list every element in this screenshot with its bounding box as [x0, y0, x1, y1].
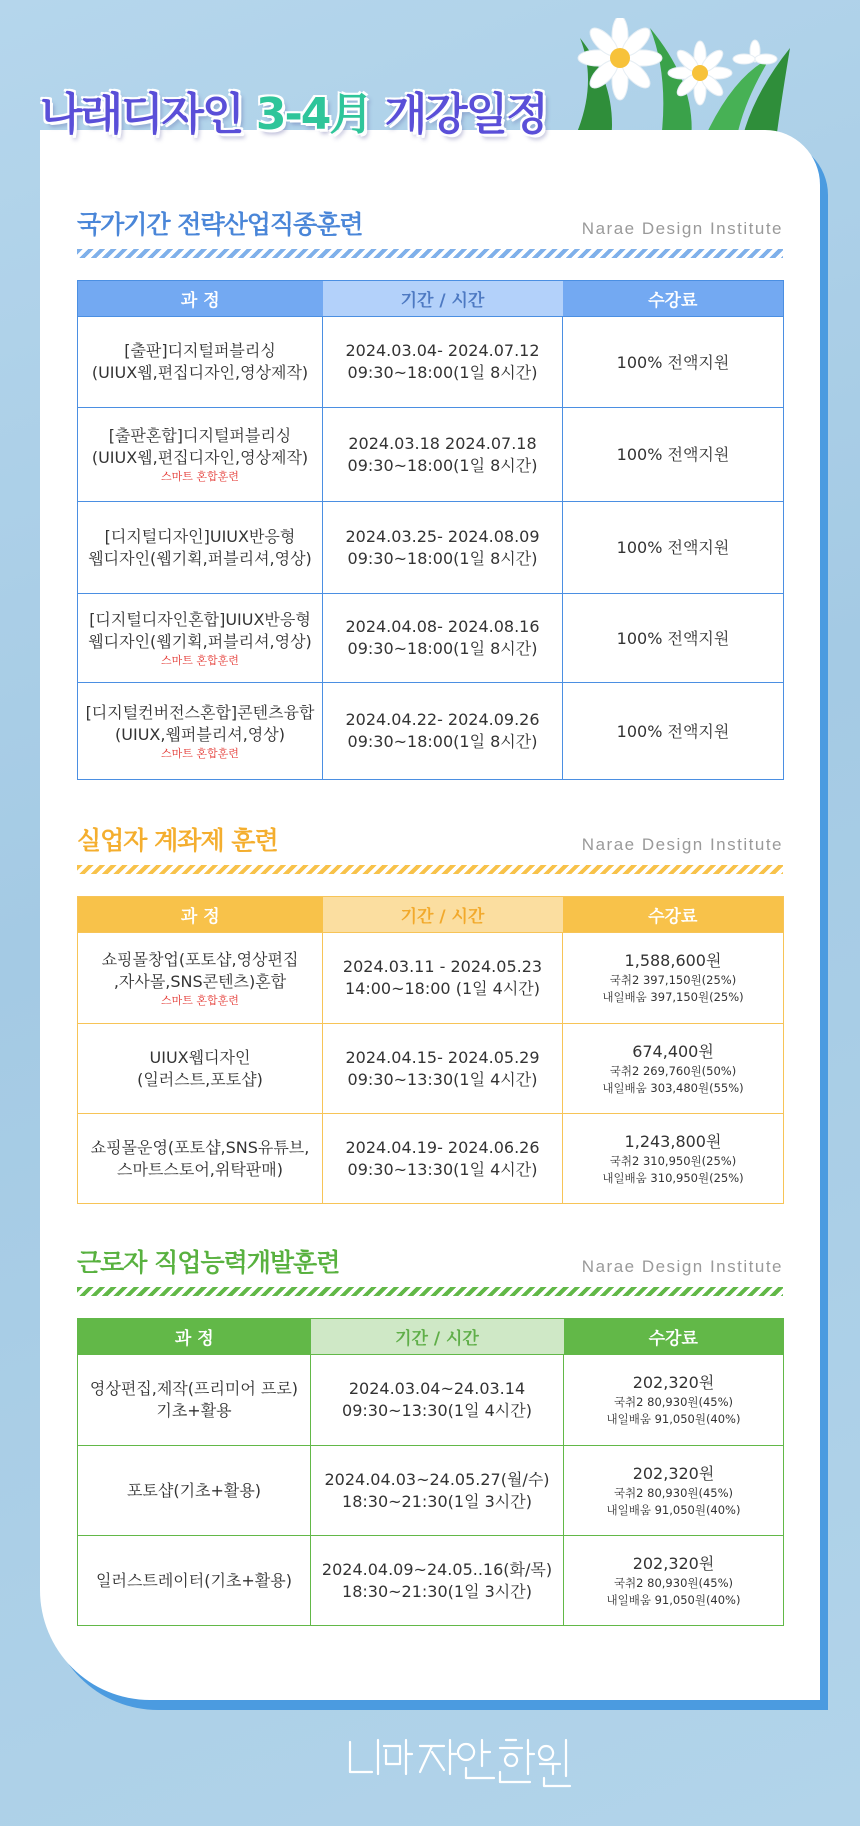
- fee-cell: [564, 1446, 784, 1536]
- section-stripe: [77, 1287, 783, 1296]
- period-cell: [323, 1024, 563, 1114]
- course-cell: [78, 1536, 311, 1626]
- schedule-table: [77, 280, 784, 780]
- period-hours: 09:30~18:00(1일 8시간): [347, 639, 538, 658]
- course-line: (UIUX,웹퍼블리셔,영상): [115, 724, 285, 744]
- table-header-row: [78, 281, 784, 317]
- fee-cell: [563, 933, 784, 1024]
- fee-detail: 내일배움 303,480원(55%): [602, 1080, 744, 1095]
- header-period: 기간 / 시간: [311, 1319, 564, 1355]
- section-unemployed-account: [77, 821, 783, 1204]
- table-row: [78, 1024, 784, 1114]
- period-cell: [311, 1536, 564, 1626]
- course-cell: [78, 317, 323, 408]
- course-line: 일러스트레이터(기초+활용): [96, 1570, 292, 1590]
- period-hours: 14:00~18:00 (1일 4시간): [344, 979, 540, 998]
- period-cell: [323, 502, 563, 594]
- period-hours: 09:30~18:00(1일 8시간): [347, 548, 538, 568]
- course-line: 포토샵(기초+활용): [126, 1480, 262, 1500]
- smart-hybrid-tag: 스마트 혼합훈련: [161, 470, 239, 483]
- course-line: [출판]디지털퍼블리싱: [124, 341, 276, 360]
- smart-hybrid-tag: 스마트 혼합훈련: [161, 993, 239, 1007]
- section-subtitle: Narae Design Institute: [581, 1257, 783, 1276]
- period-dates: 2024.04.08- 2024.08.16: [345, 617, 540, 636]
- period-cell: [323, 594, 563, 683]
- table-row: [78, 408, 784, 502]
- course-cell: [78, 502, 323, 594]
- header-course: 과 정: [78, 897, 323, 933]
- course-line: (일러스트,포토샵): [137, 1069, 263, 1089]
- course-line: 쇼핑몰운영(포토샵,SNS유튜브,: [90, 1137, 310, 1157]
- course-line: UIUX웹디자인: [149, 1047, 251, 1067]
- header-course: 과 정: [78, 281, 323, 317]
- fee-cell: 100% 전액지원: [563, 683, 784, 780]
- fee-detail: 국취2 269,760원(50%): [609, 1063, 737, 1078]
- page-title: [40, 78, 547, 142]
- fee-detail: 내일배움 91,050원(40%): [606, 1412, 741, 1426]
- course-cell: [78, 1114, 323, 1204]
- period-dates: 2024.03.18 2024.07.18: [348, 433, 537, 453]
- header-fee: 수강료: [564, 1319, 784, 1355]
- fee-total: 202,320원: [632, 1463, 715, 1483]
- header-fee: 수강료: [563, 281, 784, 317]
- fee-total: 202,320원: [632, 1373, 715, 1392]
- table-row: [78, 317, 784, 408]
- title-text-1: 나래디자인: [40, 89, 256, 140]
- course-cell: [78, 594, 323, 683]
- section-national-strategic: [77, 205, 783, 780]
- title-months: 3-4月: [255, 89, 372, 140]
- fee-cell: 100% 전액지원: [563, 502, 784, 594]
- fee-detail: 내일배움 91,050원(40%): [606, 1502, 741, 1517]
- table-row: [78, 1446, 784, 1536]
- course-line: 기초+활용: [156, 1401, 232, 1420]
- course-cell: [78, 1355, 311, 1446]
- course-line: (UIUX웹,편집디자인,영상제작): [91, 448, 309, 467]
- fee-detail: 내일배움 397,150원(25%): [602, 990, 744, 1004]
- period-hours: 09:30~13:30(1일 4시간): [347, 1159, 538, 1179]
- section-title: 국가기간 전략산업직종훈련: [77, 210, 363, 239]
- period-cell: [311, 1355, 564, 1446]
- table-row: [78, 594, 784, 683]
- schedule-table: [77, 896, 784, 1204]
- period-cell: [323, 1114, 563, 1204]
- course-line: [디지털컨버전스혼합]콘텐츠융합: [85, 702, 315, 722]
- period-dates: 2024.04.03~24.05.27(월/수): [324, 1469, 550, 1489]
- title-text-2: 개강일정: [371, 89, 547, 140]
- period-dates: 2024.04.22- 2024.09.26: [345, 710, 540, 729]
- fee-cell: [563, 1024, 784, 1114]
- period-hours: 09:30~18:00(1일 8시간): [347, 363, 538, 382]
- period-dates: 2024.03.04~24.03.14: [348, 1379, 526, 1398]
- table-header-row: [78, 1319, 784, 1355]
- fee-cell: 100% 전액지원: [563, 408, 784, 502]
- period-dates: 2024.04.09~24.05..16(화/목): [321, 1559, 553, 1579]
- course-line: [디지털디자인혼합]UIUX반응형: [89, 609, 311, 629]
- course-line: 영상편집,제작(프리미어 프로): [89, 1379, 299, 1398]
- fee-detail: 내일배움 310,950원(25%): [602, 1170, 744, 1185]
- course-cell: [78, 408, 323, 502]
- table-header-row: [78, 897, 784, 933]
- period-cell: [323, 683, 563, 780]
- table-row: [78, 1114, 784, 1204]
- section-stripe: [77, 249, 783, 258]
- course-line: 스마트스토어,위탁판매): [117, 1159, 283, 1179]
- course-line: ,자사몰,SNS콘텐츠)혼합: [113, 971, 287, 991]
- table-row: [78, 933, 784, 1024]
- table-row: [78, 1355, 784, 1446]
- fee-cell: 100% 전액지원: [563, 594, 784, 683]
- smart-hybrid-tag: 스마트 혼합훈련: [161, 653, 239, 667]
- period-hours: 09:30~18:00(1일 8시간): [347, 455, 538, 475]
- period-hours: 09:30~13:30(1일 4시간): [347, 1069, 538, 1089]
- course-cell: [78, 933, 323, 1024]
- fee-detail: 내일배움 91,050원(40%): [606, 1592, 741, 1607]
- period-dates: 2024.03.11 - 2024.05.23: [342, 957, 543, 976]
- course-cell: [78, 683, 323, 780]
- course-line: [디지털디자인]UIUX반응형: [104, 526, 296, 546]
- table-row: [78, 1536, 784, 1626]
- fee-total: 674,400원: [632, 1041, 714, 1061]
- period-hours: 09:30~18:00(1일 8시간): [347, 732, 538, 751]
- section-subtitle: Narae Design Institute: [581, 219, 783, 238]
- smart-hybrid-tag: 스마트 혼합훈련: [161, 746, 239, 760]
- fee-total: 1,588,600원: [624, 951, 722, 970]
- period-dates: 2024.03.04- 2024.07.12: [345, 341, 540, 360]
- course-line: 웹디자인(웹기획,퍼블리셔,영상): [88, 631, 312, 651]
- daisy-flowers-illustration: [540, 18, 810, 148]
- fee-detail: 국취2 310,950원(25%): [609, 1153, 737, 1168]
- course-line: 쇼핑몰창업(포토샵,영상편집: [101, 949, 299, 969]
- header-course: 과 정: [78, 1319, 311, 1355]
- section-title: 실업자 계좌제 훈련: [77, 826, 278, 855]
- fee-cell: [564, 1536, 784, 1626]
- section-worker-development: [77, 1243, 783, 1626]
- section-stripe: [77, 865, 783, 874]
- period-hours: 18:30~21:30(1일 3시간): [342, 1581, 532, 1601]
- fee-cell: 100% 전액지원: [563, 317, 784, 408]
- period-hours: 09:30~13:30(1일 4시간): [342, 1401, 532, 1420]
- course-cell: [78, 1024, 323, 1114]
- period-cell: [323, 408, 563, 502]
- course-line: 웹디자인(웹기획,퍼블리셔,영상): [88, 548, 312, 568]
- table-row: [78, 683, 784, 780]
- period-dates: 2024.03.25- 2024.08.09: [345, 526, 540, 546]
- period-cell: [323, 933, 563, 1024]
- header-period: 기간 / 시간: [323, 897, 563, 933]
- fee-cell: [563, 1114, 784, 1204]
- header-fee: 수강료: [563, 897, 784, 933]
- course-line: [출판혼합]디지털퍼블리싱: [108, 426, 292, 445]
- fee-cell: [564, 1355, 784, 1446]
- table-row: [78, 502, 784, 594]
- header-period: 기간 / 시간: [323, 281, 563, 317]
- course-cell: [78, 1446, 311, 1536]
- fee-detail: 국취2 80,930원(45%): [613, 1485, 734, 1500]
- schedule-table: [77, 1318, 784, 1626]
- period-hours: 18:30~21:30(1일 3시간): [342, 1491, 532, 1511]
- academy-logo: [0, 1730, 860, 1790]
- course-line: (UIUX웹,편집디자인,영상제작): [91, 363, 309, 382]
- fee-detail: 국취2 80,930원(45%): [613, 1395, 734, 1409]
- period-dates: 2024.04.15- 2024.05.29: [345, 1047, 540, 1067]
- fee-total: 1,243,800원: [624, 1131, 722, 1151]
- section-subtitle: Narae Design Institute: [581, 835, 783, 854]
- period-dates: 2024.04.19- 2024.06.26: [345, 1137, 540, 1157]
- period-cell: [323, 317, 563, 408]
- period-cell: [311, 1446, 564, 1536]
- fee-detail: 국취2 80,930원(45%): [613, 1575, 734, 1590]
- fee-detail: 국취2 397,150원(25%): [609, 973, 737, 987]
- section-title: 근로자 직업능력개발훈련: [77, 1248, 340, 1277]
- fee-total: 202,320원: [632, 1553, 715, 1573]
